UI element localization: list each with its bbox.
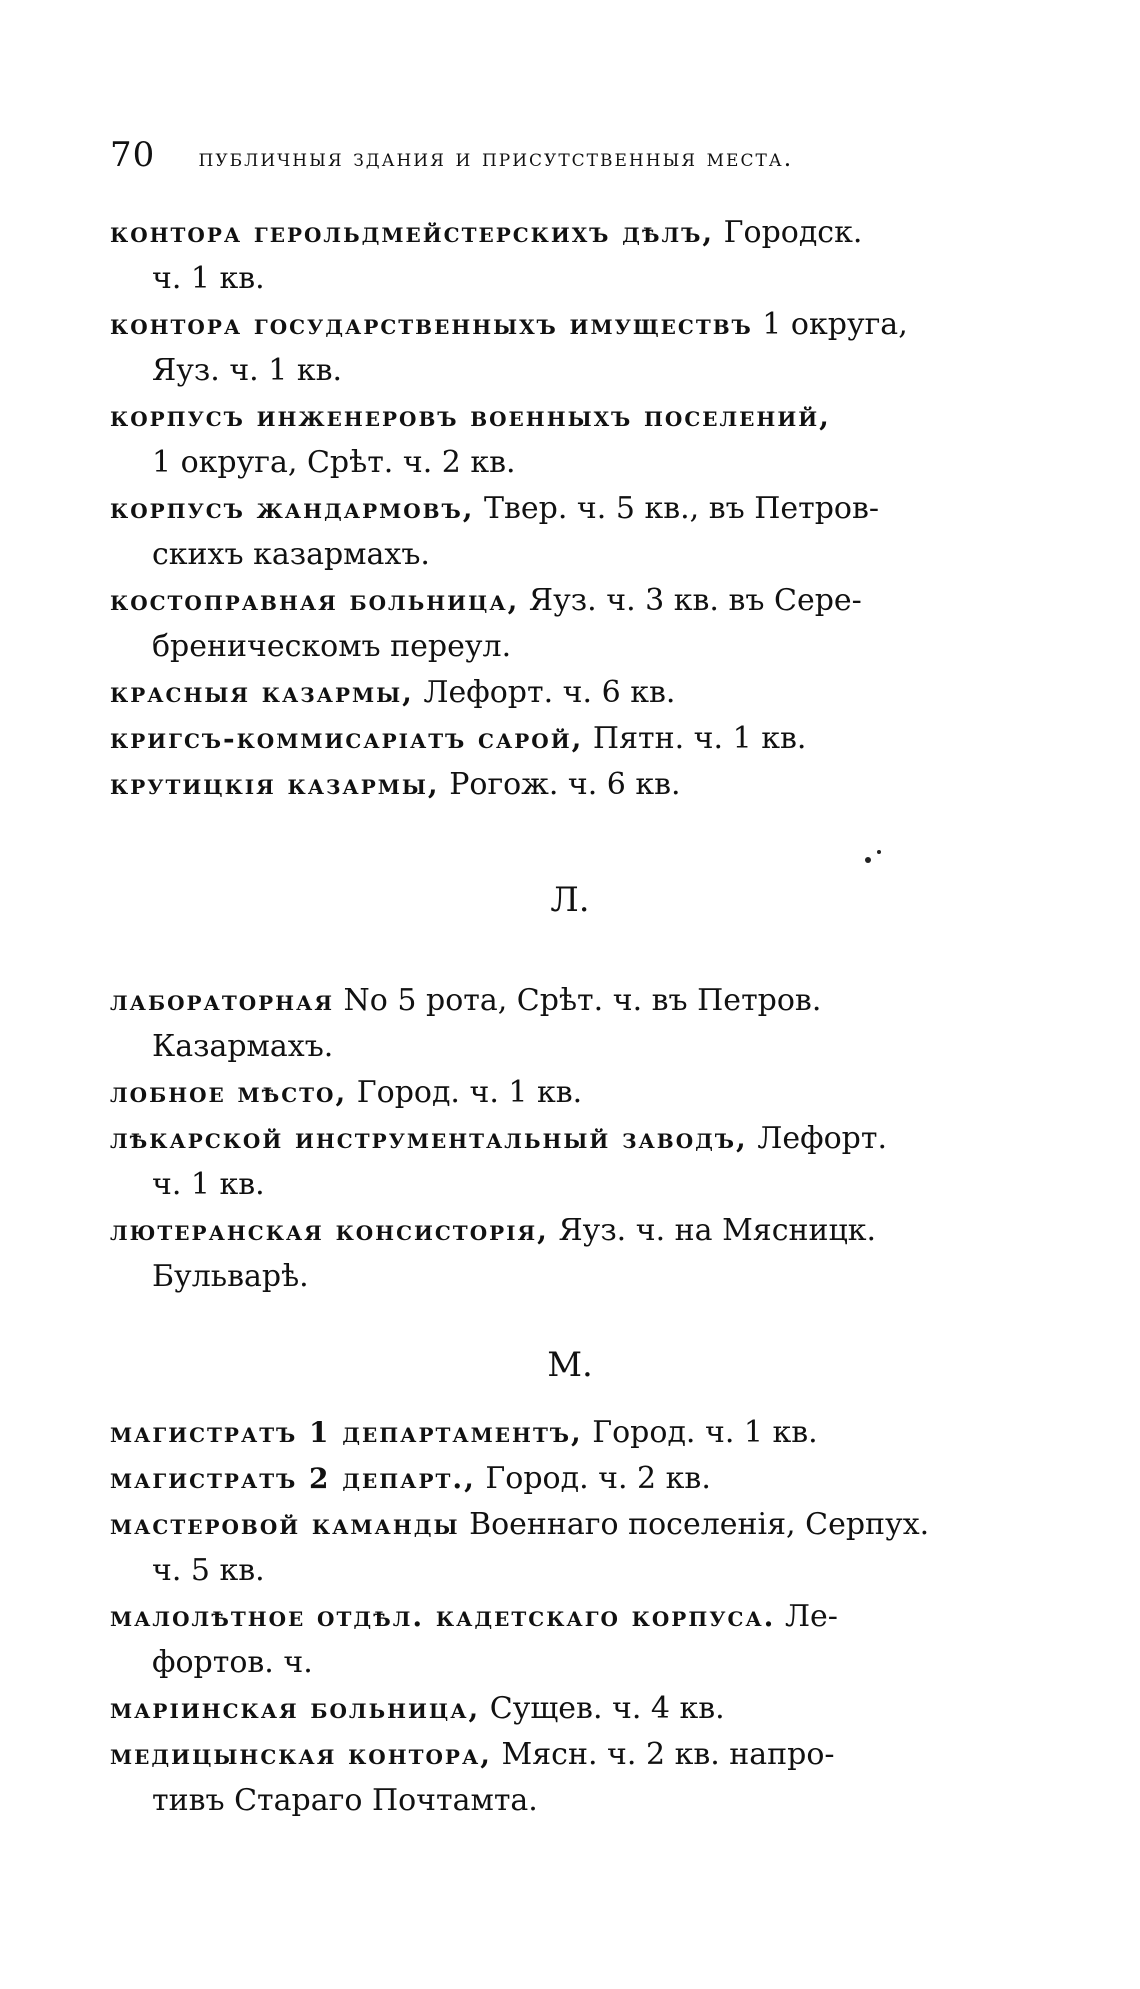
entry xyxy=(110,578,1030,670)
section-k xyxy=(110,210,1030,808)
entry-text: Город. ч. 2 кв. xyxy=(475,1461,711,1496)
entry-heading: крутицкія казармы, xyxy=(110,768,440,801)
entry-text: Городск. xyxy=(714,215,863,250)
entry-heading: маріинская больница, xyxy=(110,1692,481,1725)
entry-continuation: ч. 1 кв. xyxy=(152,261,265,296)
entry-text: Рогож. ч. 6 кв. xyxy=(439,767,681,802)
entry-continuation: Казармахъ. xyxy=(152,1029,334,1064)
entry xyxy=(110,1594,1030,1686)
entry-heading: костоправная больница, xyxy=(110,584,520,617)
entry-continuation: Яуз. ч. 1 кв. xyxy=(152,353,343,388)
page-number: 70 xyxy=(110,135,156,175)
entry-heading: контора герольдмейстерскихъ дѣлъ, xyxy=(110,216,715,249)
entry xyxy=(110,1686,1030,1732)
entry xyxy=(110,1116,1030,1208)
entry-continuation: бреническомъ переул. xyxy=(152,629,512,664)
entry-text: Твер. ч. 5 кв., въ Петров- xyxy=(474,491,880,526)
entry xyxy=(110,1732,1030,1824)
entry-continuation: тивъ Стараго Почтамта. xyxy=(152,1783,538,1818)
ink-speck xyxy=(865,857,871,863)
entry xyxy=(110,1070,1030,1116)
entry-continuation: ч. 1 кв. xyxy=(152,1167,265,1202)
running-header xyxy=(110,135,1030,175)
entry-text: Город. ч. 1 кв. xyxy=(347,1075,583,1110)
entry-heading: лѣкарской инструментальный заводъ, xyxy=(110,1122,748,1155)
entry-heading: магистратъ 2 департ., xyxy=(110,1462,476,1495)
entry xyxy=(110,1456,1030,1502)
entry-continuation: скихъ казармахъ. xyxy=(152,537,430,572)
entry-text: Мясн. ч. 2 кв. напро- xyxy=(492,1737,835,1772)
section-l xyxy=(110,978,1030,1300)
entry-heading: магистратъ 1 департаментъ, xyxy=(110,1416,583,1449)
entry-heading: лабораторная xyxy=(110,984,334,1017)
entry-text: Город. ч. 1 кв. xyxy=(582,1415,818,1450)
entry-heading: контора государственныхъ имуществъ xyxy=(110,308,753,341)
running-title: публичныя здания и присутственныя места. xyxy=(198,144,794,172)
ink-speck xyxy=(877,850,881,854)
entry-heading: малолѣтное отдѣл. кадетскаго корпуса. xyxy=(110,1600,776,1633)
entry-text: Яуз. ч. 3 кв. въ Сере- xyxy=(519,583,862,618)
entry-heading: кригсъ-коммисаріатъ сарой, xyxy=(110,722,584,755)
entry-text: No 5 рота, Срѣт. ч. въ Петров. xyxy=(333,983,822,1018)
section-m xyxy=(110,1410,1030,1824)
entry xyxy=(110,210,1030,302)
entry-text: Лефорт. xyxy=(747,1121,887,1156)
letter-heading-l: Л. xyxy=(550,880,590,920)
entry-text: Военнаго поселенія, Серпух. xyxy=(459,1507,930,1542)
entry xyxy=(110,1502,1030,1594)
entry-heading: красныя казармы, xyxy=(110,676,414,709)
entry-text: Ле- xyxy=(775,1599,838,1634)
entry-text: Яуз. ч. на Мясницк. xyxy=(548,1213,877,1248)
entry xyxy=(110,762,1030,808)
entry xyxy=(110,486,1030,578)
entry xyxy=(110,978,1030,1070)
entry xyxy=(110,302,1030,394)
entry-continuation: фортов. ч. xyxy=(152,1645,313,1680)
entry xyxy=(110,716,1030,762)
entry-text: Сущев. ч. 4 кв. xyxy=(480,1691,725,1726)
entry-continuation: 1 округа, Срѣт. ч. 2 кв. xyxy=(152,445,516,480)
entry-text: Пятн. ч. 1 кв. xyxy=(583,721,807,756)
entry-heading: мастеровой каманды xyxy=(110,1508,460,1541)
entry-heading: корпусъ жандармовъ, xyxy=(110,492,475,525)
entry-heading: медицынская контора, xyxy=(110,1738,492,1771)
entry xyxy=(110,1410,1030,1456)
entry-continuation: Бульварѣ. xyxy=(152,1259,309,1294)
entry xyxy=(110,394,1030,486)
letter-heading-m: М. xyxy=(547,1345,593,1385)
entry-text: Лефорт. ч. 6 кв. xyxy=(413,675,676,710)
entry-heading: лобное мѣсто, xyxy=(110,1076,348,1109)
entry xyxy=(110,1208,1030,1300)
entry-heading: корпусъ инженеровъ военныхъ поселений, xyxy=(110,400,831,433)
entry xyxy=(110,670,1030,716)
entry-continuation: ч. 5 кв. xyxy=(152,1553,265,1588)
entry-heading: лютеранская консисторія, xyxy=(110,1214,549,1247)
entry-text: 1 округа, xyxy=(752,307,908,342)
